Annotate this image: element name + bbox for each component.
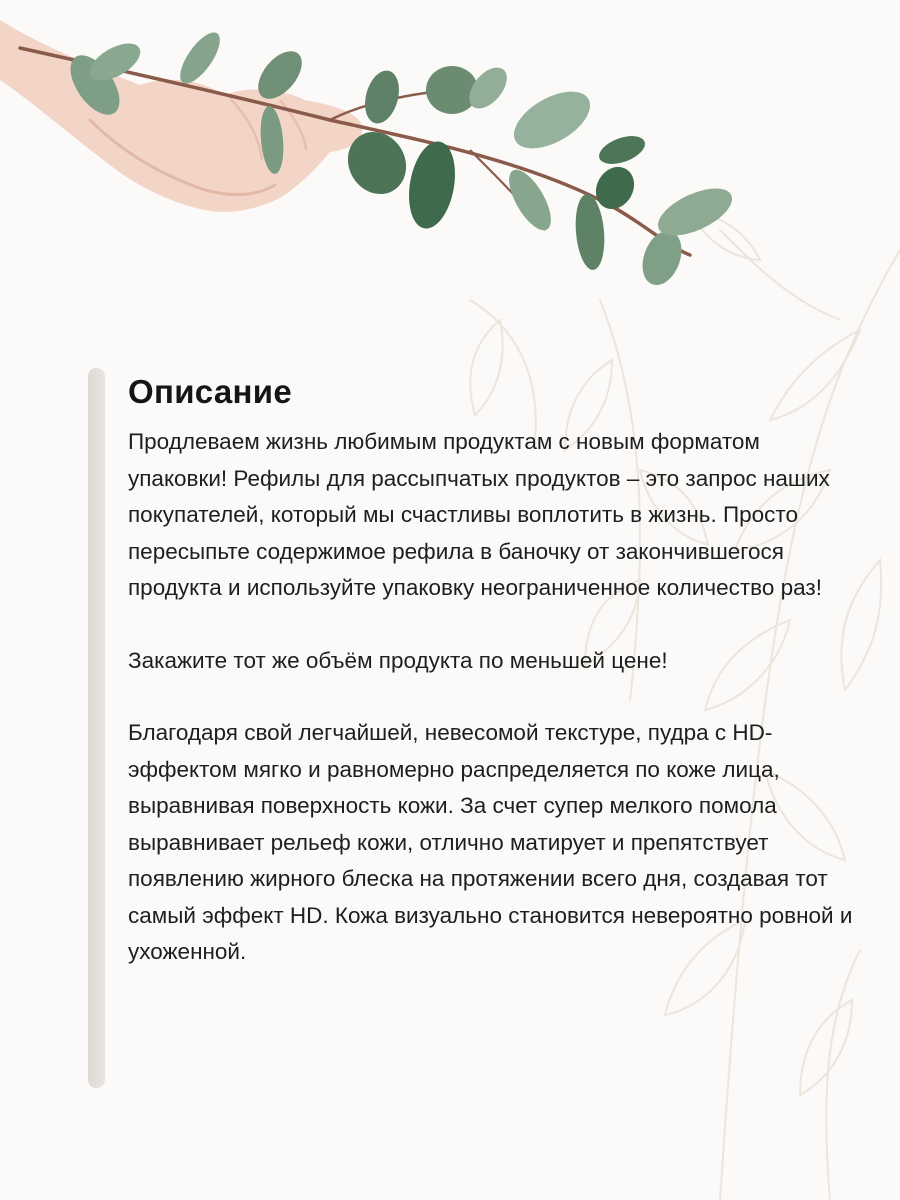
description-paragraph-1: Продлеваем жизнь любимым продуктам с новым форматом упаковки! Рефилы для рассыпчатых продуктов – это запрос наших покупателей, который мы счастливы воплотить в жизнь. Просто пересыпьте содержимое рефила в баночку от закончившегося продукта и используйте упаковку неограниченное количество раз! <box>128 429 830 600</box>
description-paragraph-2: Закажите тот же объём продукта по меньшей цене! <box>128 647 668 673</box>
hand-holding-eucalyptus-branch-icon <box>0 0 900 320</box>
section-title: Описание <box>128 373 292 410</box>
description-section <box>128 366 858 971</box>
accent-bar <box>88 368 105 1088</box>
description-paragraph-3: Благодаря свой легчайшей, невесомой текстуре, пудра с HD-эффектом мягко и равномерно распределяется по коже лица, выравнивая поверхность кожи. За счет супер мелкого помола выравнивает рельеф кожи, отлично матирует и препятствует появлению жирного блеска на протяжении всего дня, создавая тот самый эффект HD. Кожа визуально становится невероятно ровной и ухоженной. <box>128 720 853 964</box>
